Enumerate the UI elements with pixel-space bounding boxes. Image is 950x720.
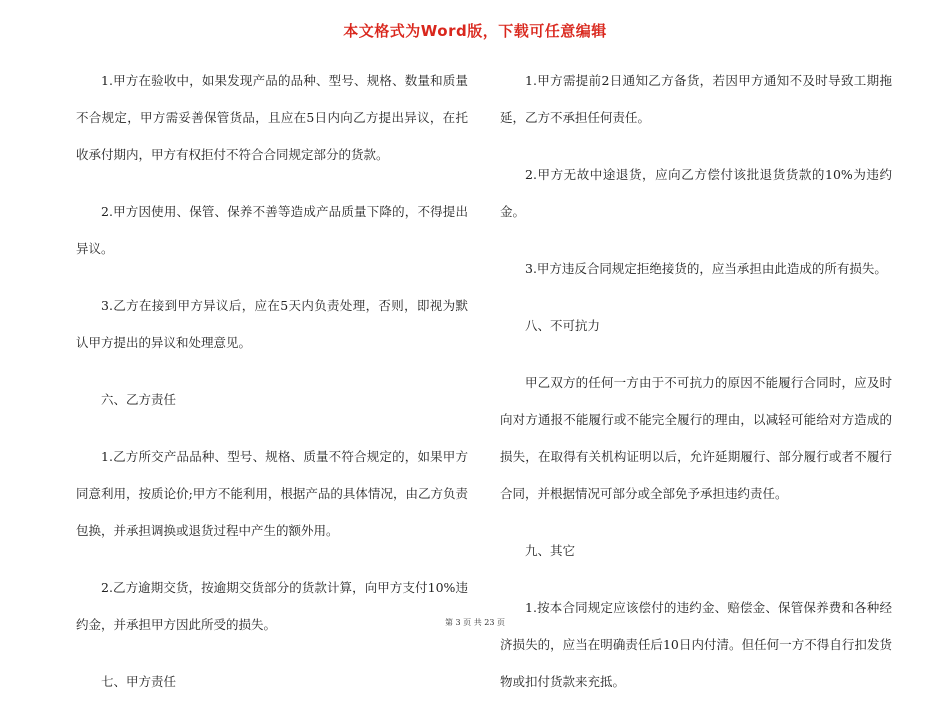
- clause-advance-notice: 1.甲方需提前2日通知乙方备货，若因甲方通知不及时导致工期拖延，乙方不承担任何责任。: [500, 73, 892, 125]
- page-number: 第 3 页 共 23 页: [445, 618, 505, 627]
- section-heading-other: 九、其它: [525, 543, 576, 558]
- clause-force-majeure: 甲乙双方的任何一方由于不可抗力的原因不能履行合同时，应及时向对方通报不能履行或不能完全履行的理由，以减轻可能给对方造成的损失，在取得有关机构证明以后，允许延期履行、部分履行或者不履行合同，并根据情况可部分或全部免予承担违约责任。: [500, 375, 892, 501]
- section-heading-party-b-liability: 六、乙方责任: [101, 392, 177, 407]
- clause-refuse-delivery: 3.甲方违反合同规定拒绝接货的，应当承担由此造成的所有损失。: [525, 261, 887, 276]
- clause-nonconforming-products: 1.乙方所交产品品种、型号、规格、质量不符合规定的，如果甲方同意利用，按质论价;甲方不能利用，根据产品的具体情况，由乙方负责包换，并承担调换或退货过程中产生的额外用。: [76, 449, 468, 538]
- clause-payment-of-penalties: 1.按本合同规定应该偿付的违约金、赔偿金、保管保养费和各种经济损失的，应当在明确责任后10日内付清。但任何一方不得自行扣发货物或扣付货款来充抵。: [500, 600, 892, 689]
- clause-return-penalty: 2.甲方无故中途退货，应向乙方偿付该批退货货款的10%为违约金。: [500, 167, 892, 219]
- clause-objection-handling: 3.乙方在接到甲方异议后，应在5天内负责处理，否则，即视为默认甲方提出的异议和处理意见。: [76, 298, 468, 350]
- clause-improper-storage: 2.甲方因使用、保管、保养不善等造成产品质量下降的，不得提出异议。: [76, 204, 468, 256]
- word-format-banner: 本文格式为Word版，下载可任意编辑: [343, 22, 607, 40]
- clause-inspection-objection: 1.甲方在验收中，如果发现产品的品种、型号、规格、数量和质量不合规定，甲方需妥善保管货品，且应在5日内向乙方提出异议，在托收承付期内，甲方有权拒付不符合合同规定部分的货款。: [76, 73, 468, 162]
- section-heading-party-a-liability: 七、甲方责任: [101, 674, 177, 689]
- clause-late-delivery: 2.乙方逾期交货，按逾期交货部分的货款计算，向甲方支付10%违约金，并承担甲方因此所受的损失。: [76, 580, 468, 632]
- section-heading-force-majeure: 八、不可抗力: [525, 318, 601, 333]
